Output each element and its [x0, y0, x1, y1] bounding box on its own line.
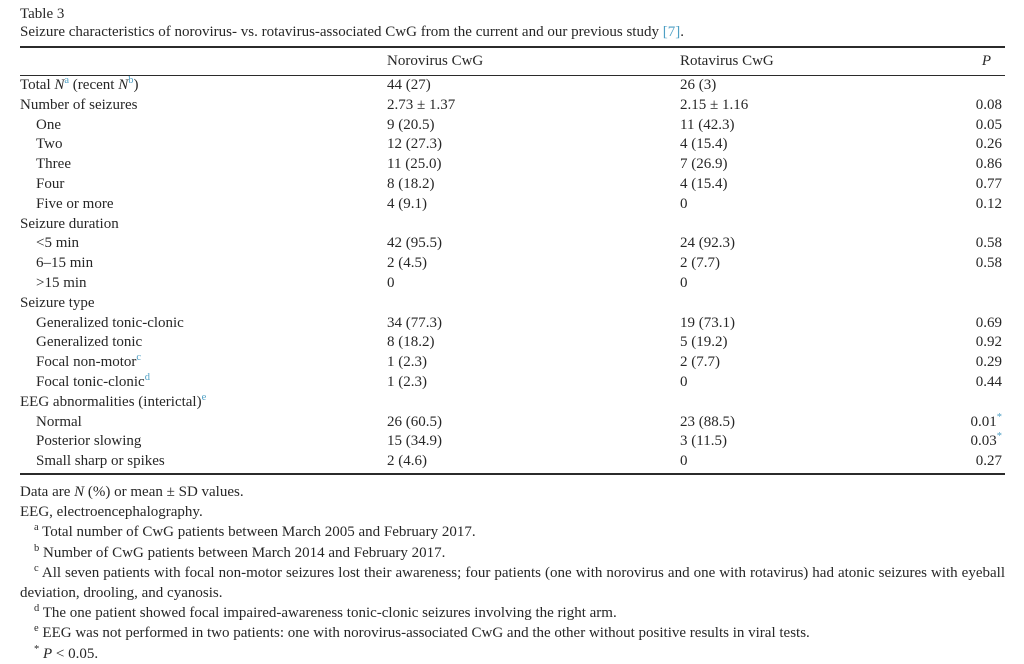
footnote-ref[interactable]: e	[201, 391, 207, 403]
p-value: 0.27	[963, 452, 1005, 474]
row-label: Generalized tonic-clonic	[36, 314, 184, 331]
table-row	[20, 254, 1005, 274]
p-value: 0.69	[975, 314, 1002, 331]
table-row	[20, 333, 1005, 353]
table-caption	[20, 23, 1005, 42]
footnote: EEG, electroencephalography.	[20, 504, 203, 521]
norovirus-value: 42 (95.5)	[387, 235, 442, 252]
table-row	[20, 353, 1005, 373]
row-label: Number of seizures	[20, 96, 138, 113]
rotavirus-value: 0	[680, 373, 688, 390]
table-number-label: Table 3	[20, 6, 65, 22]
p-value: 0.77	[975, 175, 1002, 192]
norovirus-value: 12 (27.3)	[387, 136, 442, 153]
table-header	[20, 47, 1005, 76]
rotavirus-value: 23 (88.5)	[680, 413, 735, 430]
p-value: 0.58	[975, 235, 1002, 252]
header-norovirus: Norovirus CwG	[387, 47, 680, 76]
table-row	[20, 373, 1005, 393]
norovirus-value: 8 (18.2)	[387, 175, 435, 192]
norovirus-value: 0	[387, 274, 395, 291]
header-empty	[20, 47, 387, 76]
table-row	[20, 215, 1005, 235]
p-value: 0.01*	[970, 411, 1002, 430]
rotavirus-value: 2.15 ± 1.16	[680, 96, 749, 113]
footnote: Data are N (%) or mean ± SD values.	[20, 483, 244, 500]
rotavirus-value: 2 (7.7)	[680, 354, 720, 371]
norovirus-value	[387, 215, 680, 235]
norovirus-value: 2 (4.6)	[387, 452, 680, 474]
table-row	[20, 76, 1005, 96]
rotavirus-value: 0	[680, 195, 688, 212]
norovirus-value: 11 (25.0)	[387, 156, 442, 173]
footnote-ref[interactable]: c	[136, 352, 142, 364]
table-row	[20, 155, 1005, 175]
p-value	[963, 393, 1005, 413]
row-label: Normal	[36, 413, 82, 430]
footnote-marker: e	[34, 623, 39, 635]
table-row	[20, 393, 1005, 413]
p-value: 0.92	[975, 334, 1002, 351]
footnote: $^a$ Total number of CwG patients between March 2005 and February 2017.	[34, 522, 476, 541]
p-value	[963, 294, 1005, 314]
table-row	[20, 274, 1005, 294]
seizure-characteristics-table	[20, 46, 1005, 475]
rotavirus-value: 19 (73.1)	[680, 314, 735, 331]
rotavirus-value	[680, 294, 963, 314]
rotavirus-value: 4 (15.4)	[680, 175, 728, 192]
p-value	[963, 215, 1005, 235]
rotavirus-value	[680, 215, 963, 235]
footnote: $^b$ Number of CwG patients between March 2014 and February 2017.	[34, 542, 446, 561]
footnote-ref[interactable]: *	[996, 411, 1002, 423]
p-value: 0.86	[975, 156, 1002, 173]
norovirus-value	[387, 393, 680, 413]
footnote: $^e$ EEG was not performed in two patients: one with norovirus-associated CwG and the other without positive results in viral tests.	[34, 623, 810, 642]
row-label: <5 min	[36, 235, 80, 252]
footnote-marker: *	[34, 643, 40, 655]
header-p: P	[963, 47, 1005, 76]
row-label: Posterior slowing	[36, 433, 142, 450]
footnote-marker: d	[34, 603, 40, 615]
footnote-ref[interactable]: d	[144, 371, 150, 383]
p-value: 0.58	[975, 255, 1002, 272]
row-label: >15 min	[36, 274, 87, 291]
table-row	[20, 432, 1005, 452]
footnote: $^c$ All seven patients with focal non-motor seizures lost their awareness; four patients (one with norovirus and one with rotavirus) had atonic seizures with eyeball deviation, drooling, and cyanosis.	[20, 562, 1005, 601]
footnote-ref[interactable]: *	[996, 431, 1002, 443]
table-row	[20, 116, 1005, 136]
norovirus-value: 8 (18.2)	[387, 334, 435, 351]
row-label: EEG abnormalities (interictal)$^e$	[20, 391, 207, 410]
row-label: Seizure type	[20, 294, 95, 311]
table-row	[20, 175, 1005, 195]
row-label: Seizure duration	[20, 215, 119, 232]
footnote-marker: b	[34, 542, 40, 554]
table-row	[20, 195, 1005, 215]
header-row	[20, 47, 1005, 76]
row-label: Small sharp or spikes	[20, 452, 387, 474]
table-row	[20, 294, 1005, 314]
table-row	[20, 234, 1005, 254]
p-value: 0.12	[975, 195, 1002, 212]
norovirus-value: 2.73 ± 1.37	[387, 96, 456, 113]
rotavirus-value: 2 (7.7)	[680, 255, 720, 272]
rotavirus-value: 3 (11.5)	[680, 433, 727, 450]
footnotes	[20, 482, 1005, 664]
norovirus-value: 4 (9.1)	[387, 195, 427, 212]
rotavirus-value: 26 (3)	[680, 77, 717, 93]
norovirus-value: 34 (77.3)	[387, 314, 442, 331]
table-body	[20, 76, 1005, 474]
row-label: Five or more	[36, 195, 114, 212]
norovirus-value: 26 (60.5)	[387, 413, 442, 430]
row-label: Two	[36, 136, 63, 153]
table-row	[20, 452, 1005, 474]
rotavirus-value: 7 (26.9)	[680, 156, 728, 173]
p-value: 0.44	[975, 373, 1002, 390]
p-value: 0.26	[975, 136, 1002, 153]
table-row	[20, 135, 1005, 155]
row-label: Four	[36, 175, 65, 192]
rotavirus-value	[680, 393, 963, 413]
table-row	[20, 413, 1005, 433]
footnote: * P < 0.05.	[34, 643, 99, 662]
caption-text: Seizure characteristics of norovirus- vs. rotavirus-associated CwG from the current and our previous study	[20, 24, 663, 40]
table-row	[20, 96, 1005, 116]
rotavirus-value: 11 (42.3)	[680, 116, 735, 133]
p-value: 0.08	[975, 96, 1002, 113]
norovirus-value	[387, 294, 680, 314]
header-rotavirus: Rotavirus CwG	[680, 47, 963, 76]
footnote: $^d$ The one patient showed focal impaired-awareness tonic-clonic seizures involving the right arm.	[34, 603, 617, 622]
caption-period: .	[680, 24, 684, 40]
table-row	[20, 314, 1005, 334]
rotavirus-value: 4 (15.4)	[680, 136, 728, 153]
norovirus-value: 9 (20.5)	[387, 116, 435, 133]
citation-link[interactable]: [7]	[662, 24, 681, 40]
row-label: Focal non-motor$^c$	[36, 352, 142, 371]
row-label: 6–15 min	[36, 255, 94, 272]
row-label: Focal tonic-clonic$^d$	[36, 371, 150, 390]
row-label: Total N$^a$ (recent N$^b$)	[20, 75, 139, 93]
row-label: Generalized tonic	[36, 334, 143, 351]
row-label: One	[36, 116, 61, 133]
norovirus-value: 44 (27)	[387, 77, 431, 93]
footnote-marker: a	[34, 522, 39, 534]
rotavirus-value: 0	[680, 274, 688, 291]
rotavirus-value: 24 (92.3)	[680, 235, 735, 252]
norovirus-value: 1 (2.3)	[387, 354, 427, 371]
footnote-ref[interactable]: b	[128, 75, 134, 86]
norovirus-value: 15 (34.9)	[387, 433, 442, 450]
footnote-ref[interactable]: a	[64, 75, 70, 86]
p-value: 0.29	[975, 354, 1002, 371]
norovirus-value: 1 (2.3)	[387, 373, 427, 390]
rotavirus-value: 0	[680, 452, 963, 474]
p-value: 0.05	[975, 116, 1002, 133]
p-value	[963, 274, 1005, 294]
norovirus-value: 2 (4.5)	[387, 255, 427, 272]
row-label: Three	[36, 156, 71, 173]
p-value	[963, 76, 1005, 96]
footnote-marker: c	[34, 562, 39, 574]
p-value: 0.03*	[970, 431, 1002, 450]
rotavirus-value: 5 (19.2)	[680, 334, 728, 351]
